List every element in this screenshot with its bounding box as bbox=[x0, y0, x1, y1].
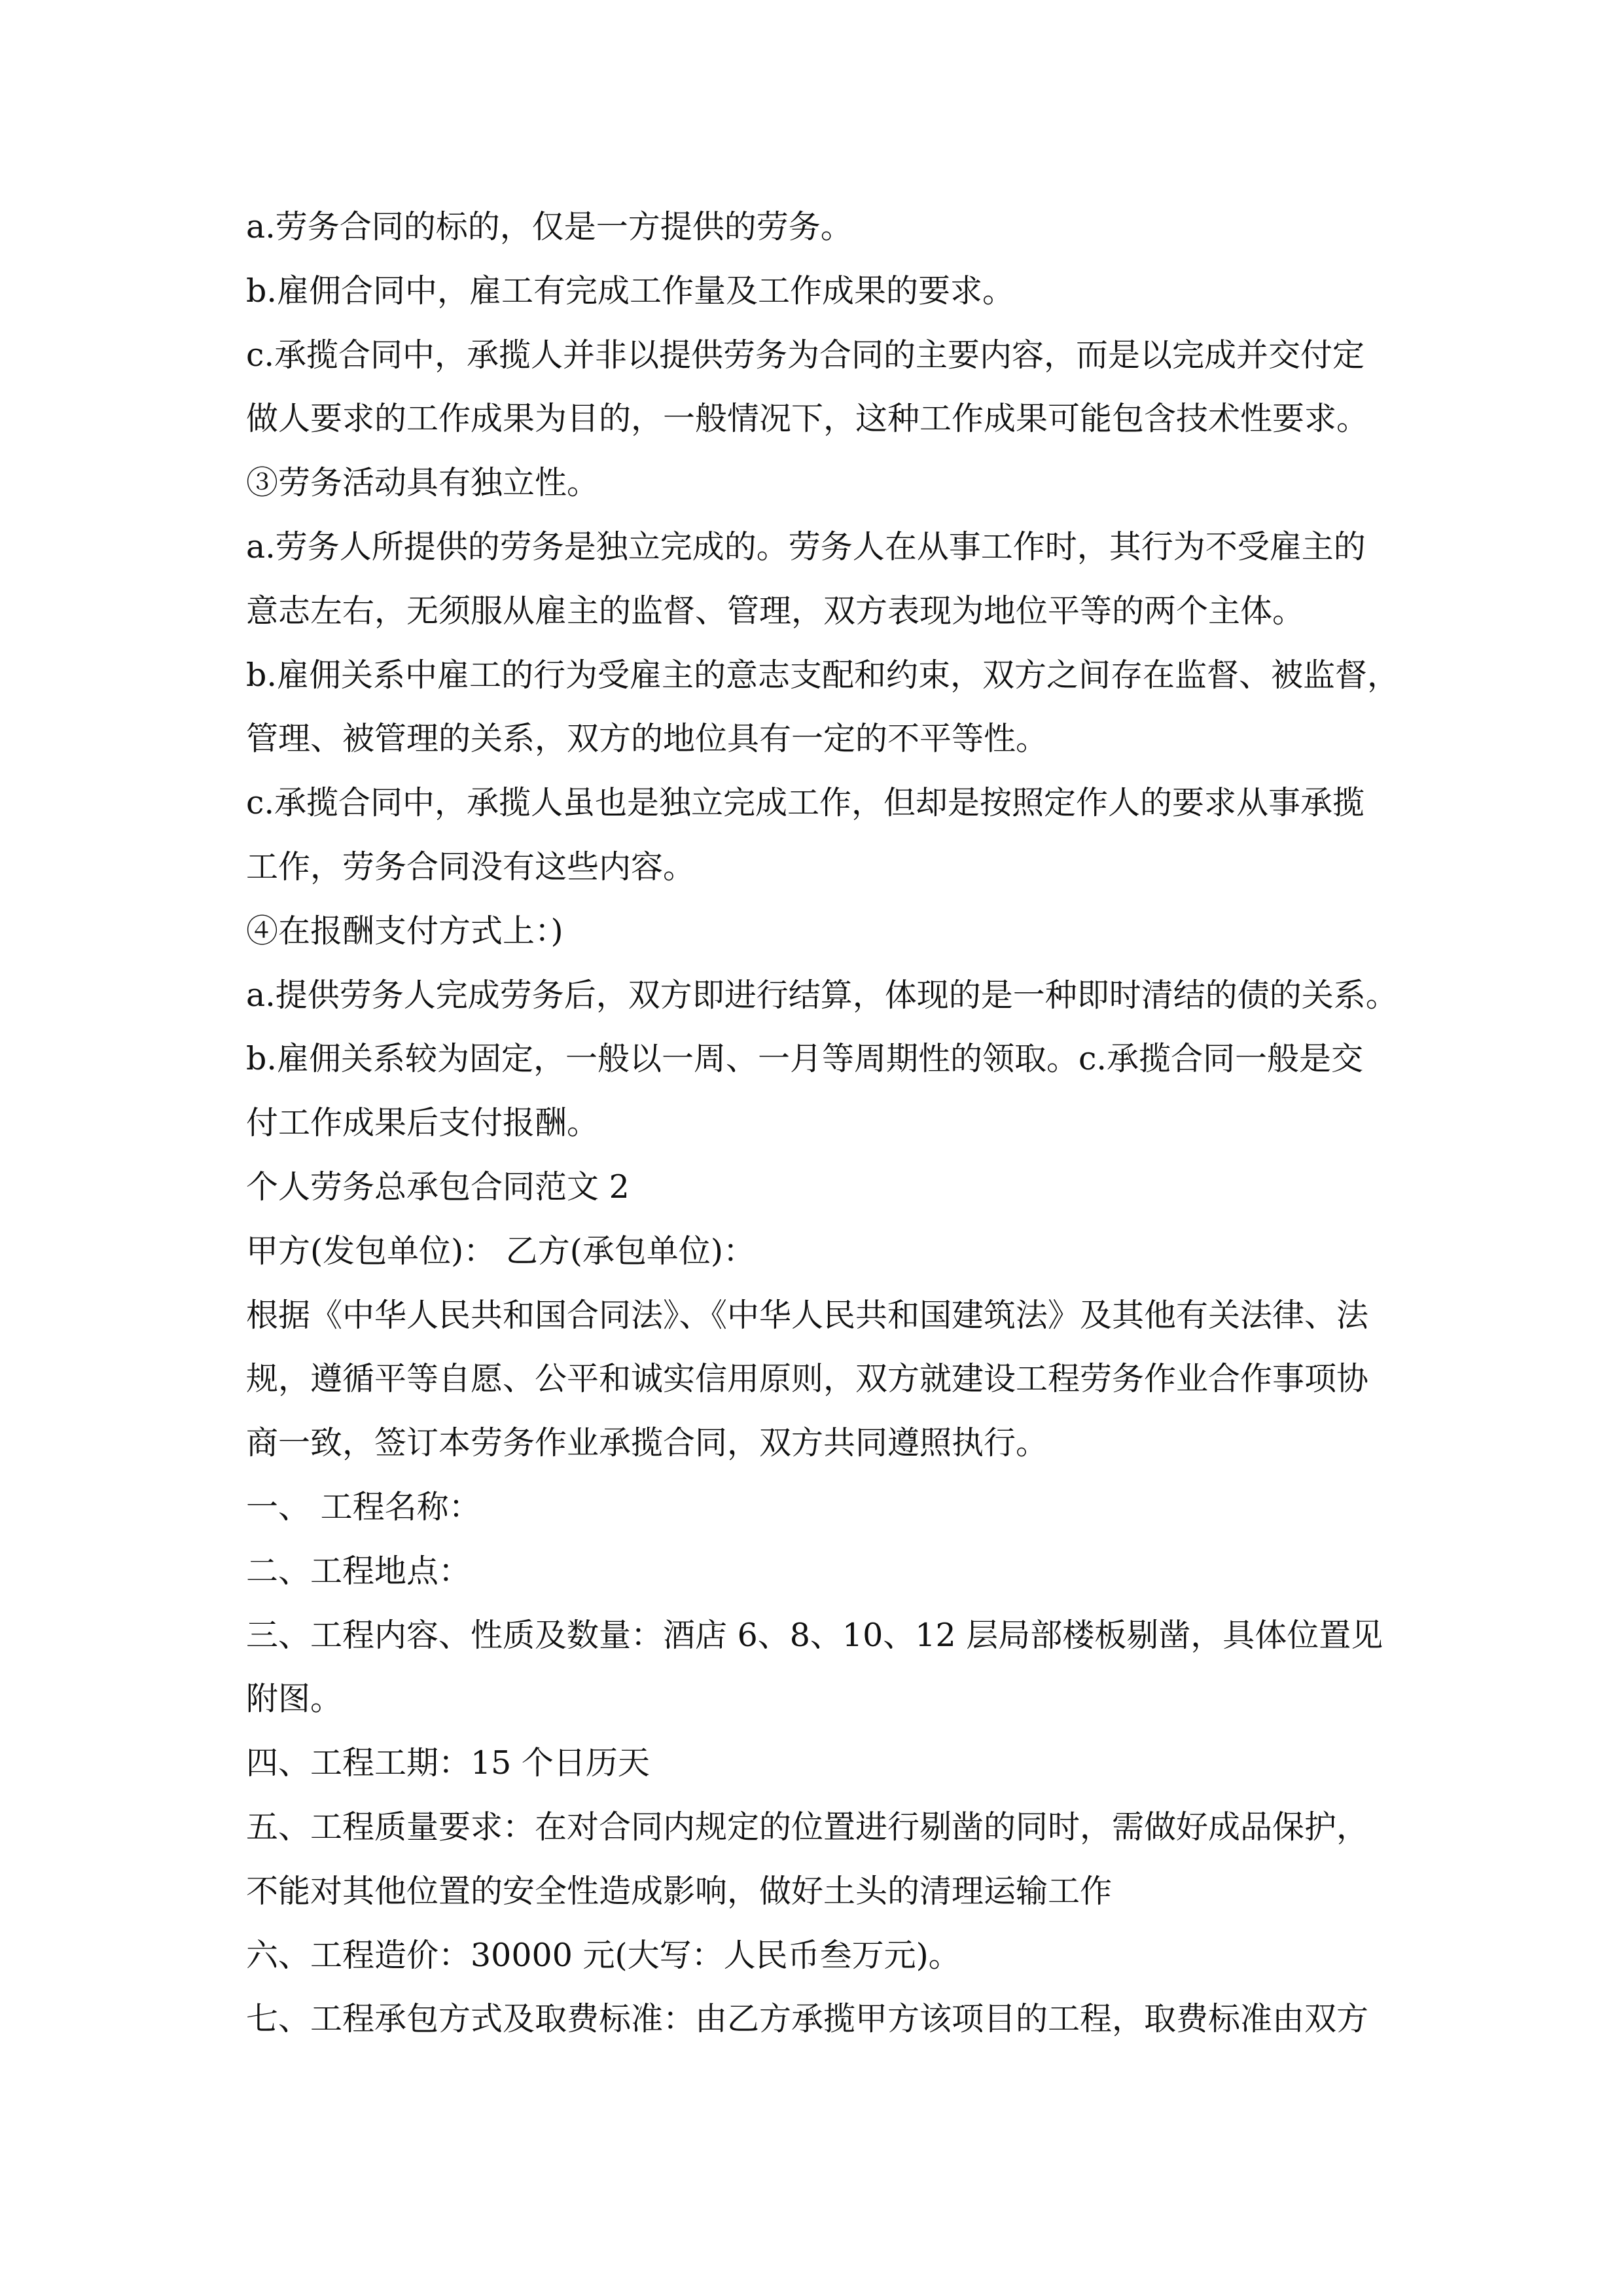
text-line: a.劳务人所提供的劳务是独立完成的。劳务人在从事工作时，其行为不受雇主的 bbox=[246, 528, 1366, 565]
text-line: 个人劳务总承包合同范文 2 bbox=[246, 1168, 630, 1206]
text-line: 规，遵循平等自愿、公平和诚实信用原则，双方就建设工程劳务作业合作事项协 bbox=[246, 1360, 1369, 1398]
text-line: b.雇佣关系较为固定，一般以一周、一月等周期性的领取。c.承揽合同一般是交 bbox=[246, 1040, 1363, 1078]
text-line: a.劳务合同的标的，仅是一方提供的劳务。 bbox=[246, 208, 853, 245]
text-line: 附图。 bbox=[246, 1680, 343, 1718]
text-line: ③劳务活动具有独立性。 bbox=[246, 464, 599, 502]
text-line: 做人要求的工作成果为目的，一般情况下，这种工作成果可能包含技术性要求。 bbox=[246, 400, 1369, 438]
text-line: 五、工程质量要求：在对合同内规定的位置进行剔凿的同时，需做好成品保护， bbox=[246, 1808, 1369, 1846]
text-line: 一、 工程名称： bbox=[246, 1488, 481, 1526]
text-line: c.承揽合同中，承揽人虽也是独立完成工作，但却是按照定作人的要求从事承揽 bbox=[246, 784, 1365, 822]
text-line: 根据《中华人民共和国合同法》、《中华人民共和国建筑法》及其他有关法律、法 bbox=[246, 1296, 1369, 1334]
text-line: 六、工程造价：30000 元(大写：人民币叁万元)。 bbox=[246, 1936, 961, 1974]
text-line: 七、工程承包方式及取费标准：由乙方承揽甲方该项目的工程，取费标准由双方 bbox=[246, 2000, 1369, 2038]
text-line: 商一致，签订本劳务作业承揽合同，双方共同遵照执行。 bbox=[246, 1424, 1048, 1462]
text-line: ④在报酬支付方式上：) bbox=[246, 912, 563, 950]
text-line: c.承揽合同中，承揽人并非以提供劳务为合同的主要内容，而是以完成并交付定 bbox=[246, 336, 1365, 374]
text-line: 管理、被管理的关系，双方的地位具有一定的不平等性。 bbox=[246, 720, 1048, 758]
text-line: a.提供劳务人完成劳务后，双方即进行结算，体现的是一种即时清结的债的关系。 bbox=[246, 976, 1398, 1014]
text-line: b.雇佣合同中，雇工有完成工作量及工作成果的要求。 bbox=[246, 272, 1014, 310]
text-line: 不能对其他位置的安全性造成影响，做好土头的清理运输工作 bbox=[246, 1872, 1113, 1910]
text-line: 三、工程内容、性质及数量：酒店 6、8、10、12 层局部楼板剔凿，具体位置见 bbox=[246, 1616, 1383, 1654]
document-page bbox=[246, 208, 1398, 2064]
text-line: b.雇佣关系中雇工的行为受雇主的意志支配和约束，双方之间存在监督、被监督， bbox=[246, 656, 1399, 694]
text-line: 二、工程地点： bbox=[246, 1552, 471, 1590]
text-line: 工作，劳务合同没有这些内容。 bbox=[246, 848, 696, 886]
text-line: 意志左右，无须服从雇主的监督、管理，双方表现为地位平等的两个主体。 bbox=[246, 592, 1305, 630]
text-line: 付工作成果后支付报酬。 bbox=[246, 1104, 599, 1142]
text-line: 甲方(发包单位)： 乙方(承包单位)： bbox=[246, 1232, 756, 1270]
text-line: 四、工程工期：15 个日历天 bbox=[246, 1744, 650, 1782]
